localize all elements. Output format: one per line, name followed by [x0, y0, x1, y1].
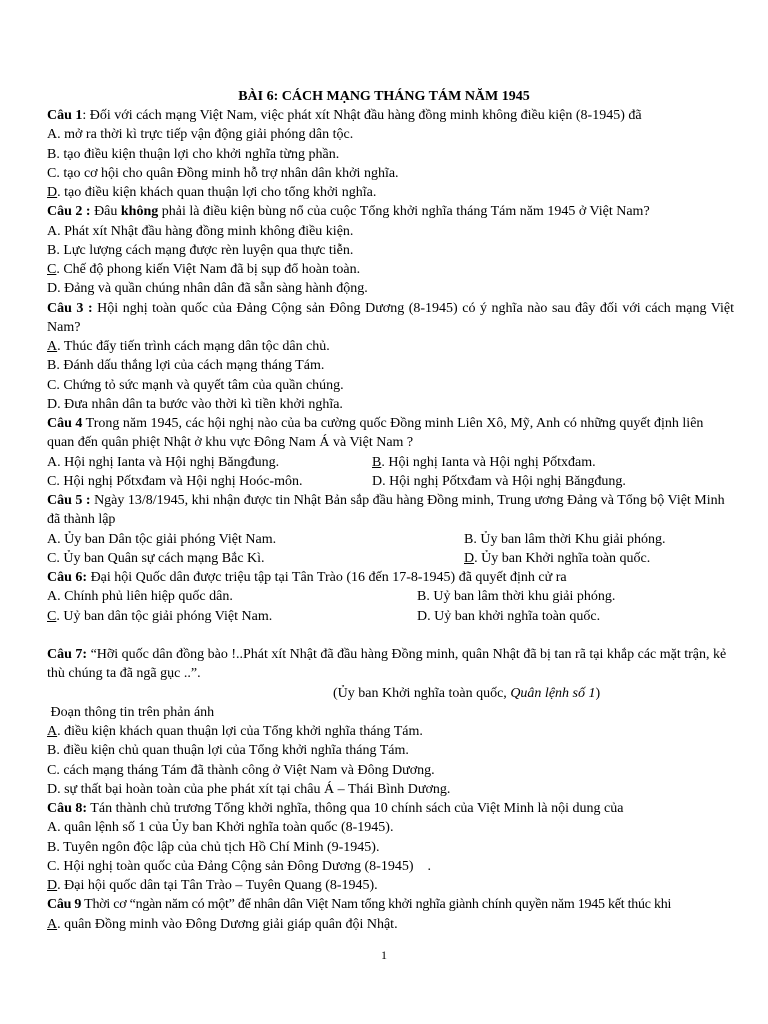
question-7-label: Câu 7:	[47, 647, 88, 662]
question-6	[47, 568, 734, 587]
q7-stem: Đoạn thông tin trên phản ánh	[47, 705, 215, 720]
q5-options-row-2	[47, 549, 734, 568]
question-2	[47, 202, 734, 221]
q4-option-a: A. Hội nghị Ianta và Hội nghị Băngđung.	[47, 455, 280, 470]
q4-options-row-1	[47, 453, 734, 472]
q1-option-d	[47, 183, 734, 202]
question-8-label: Câu 8:	[47, 801, 88, 816]
q6-answer-letter: C	[47, 609, 57, 624]
question-6-text: Đại hội Quốc dân được triệu tập tại Tân Trào (16 đến 17-8-1945) đã quyết định cử ra	[87, 570, 567, 585]
q9-answer-letter: A	[47, 917, 58, 932]
q2-option-d: D. Đảng và quần chúng nhân dân đã sẵn sàng hành động.	[47, 281, 368, 296]
question-6-label: Câu 6:	[47, 570, 88, 585]
question-5	[47, 491, 734, 529]
question-2-label: Câu 2 :	[47, 204, 91, 219]
q7-option-c: C. cách mạng tháng Tám đã thành công ở Việt Nam và Đông Dương.	[47, 763, 435, 778]
q1-answer-letter: D	[47, 185, 58, 200]
q8-option-d	[47, 876, 734, 895]
q3-option-b: B. Đánh dấu thắng lợi của cách mạng tháng Tám.	[47, 358, 325, 373]
question-2-text: phải là điều kiện bùng nổ của cuộc Tổng khởi nghĩa tháng Tám năm 1945 ở Việt Nam?	[158, 204, 650, 219]
q2-option-c	[47, 260, 734, 279]
question-7	[47, 645, 734, 683]
question-9	[47, 895, 734, 914]
question-3	[47, 299, 734, 337]
question-2-emphasis: không	[120, 204, 159, 219]
q3-option-a	[47, 337, 734, 356]
q2-option-b: B. Lực lượng cách mạng được rèn luyện qua thực tiễn.	[47, 243, 354, 258]
q4-option-b	[372, 453, 596, 472]
q7-source	[333, 684, 734, 703]
question-4-text: Trong năm 1945, các hội nghị nào của ba cường quốc Đồng minh Liên Xô, Mỹ, Anh có những quyết định liên quan đến quân phiệt Nhật ở khu vực Đông Nam Á và Việt Nam ?	[47, 416, 704, 450]
q7-source-pre: (Ủy ban Khởi nghĩa toàn quốc,	[333, 686, 511, 701]
question-1-text: : Đối với cách mạng Việt Nam, việc phát xít Nhật đầu hàng đồng minh không điều kiện (8-1945) đã	[82, 108, 642, 123]
question-4	[47, 414, 734, 452]
q1-option-a: A. mở ra thời kì trực tiếp vận động giải phóng dân tộc.	[47, 127, 354, 142]
q6-options-row-1	[47, 587, 734, 606]
q8-option-d-text: . Đại hội quốc dân tại Tân Trào – Tuyên Quang (8-1945).	[57, 878, 378, 893]
question-4-label: Câu 4	[47, 416, 83, 431]
q6-option-b: B. Uỷ ban lâm thời khu giải phóng.	[417, 589, 616, 604]
page-number: 1	[381, 948, 387, 962]
q3-option-a-text: . Thúc đẩy tiến trình cách mạng dân tộc dân chủ.	[57, 339, 330, 354]
q5-option-d	[464, 549, 650, 568]
q7-option-a-text: . điều kiện khách quan thuận lợi của Tổng khởi nghĩa tháng Tám.	[57, 724, 423, 739]
q8-option-a: A. quân lệnh số 1 của Ủy ban Khởi nghĩa toàn quốc (8-1945).	[47, 820, 394, 835]
q7-option-a	[47, 722, 734, 741]
q4-option-b-text: . Hội nghị Ianta và Hội nghị Pốtxđam.	[381, 455, 596, 470]
q7-option-b: B. điều kiện chủ quan thuận lợi của Tổng khởi nghĩa tháng Tám.	[47, 743, 409, 758]
q9-option-a	[47, 915, 734, 934]
q7-answer-letter: A	[47, 724, 58, 739]
question-5-text: Ngày 13/8/1945, khi nhận được tin Nhật Bản sắp đầu hàng Đồng minh, Trung ương Đảng và Tổng bộ Việt Minh đã thành lập	[47, 493, 725, 527]
q3-option-d: D. Đưa nhân dân ta bước vào thời kì tiền khởi nghĩa.	[47, 397, 343, 412]
q5-option-b: B. Ủy ban lâm thời Khu giải phóng.	[464, 532, 666, 547]
q4-answer-letter: B	[372, 455, 382, 470]
q5-answer-letter: D	[464, 551, 475, 566]
q6-options-row-2	[47, 607, 734, 626]
q2-option-a: A. Phát xít Nhật đầu hàng đồng minh không điều kiện.	[47, 224, 354, 239]
question-8	[47, 799, 734, 818]
question-5-label: Câu 5 :	[47, 493, 91, 508]
question-8-text: Tán thành chủ trương Tổng khởi nghĩa, thông qua 10 chính sách của Việt Minh là nội dung của	[87, 801, 624, 816]
q1-option-c: C. tạo cơ hội cho quân Đồng minh hỗ trợ nhân dân khởi nghĩa.	[47, 166, 399, 181]
q7-source-post: )	[595, 686, 601, 701]
q6-option-a: A. Chính phủ liên hiệp quốc dân.	[47, 589, 233, 604]
q6-option-c-text: . Uỷ ban dân tộc giải phóng Việt Nam.	[56, 609, 273, 624]
q2-option-c-text: . Chế độ phong kiến Việt Nam đã bị sụp đổ hoàn toàn.	[56, 262, 361, 277]
q4-options-row-2	[47, 472, 734, 491]
q7-source-italic: Quân lệnh số 1	[510, 686, 596, 701]
question-7-text: “Hỡi quốc dân đồng bào !..Phát xít Nhật đã đầu hàng Đồng minh, quân Nhật đã bị tan rã tại khắp các mặt trận, kẻ thù chúng ta đã ngã gục ..”.	[47, 647, 727, 681]
q5-options-row-1	[47, 530, 734, 549]
q8-answer-letter: D	[47, 878, 58, 893]
lesson-title: BÀI 6: CÁCH MẠNG THÁNG TÁM NĂM 1945	[238, 89, 530, 104]
q7-option-d: D. sự thất bại hoàn toàn của phe phát xít tại châu Á – Thái Bình Dương.	[47, 782, 451, 797]
q5-option-d-text: . Ủy ban Khởi nghĩa toàn quốc.	[474, 551, 651, 566]
q6-option-c	[47, 609, 272, 624]
q8-option-c: C. Hội nghị toàn quốc của Đảng Cộng sản Đông Dương (8-1945) .	[47, 859, 431, 874]
q4-option-d: D. Hội nghị Pốtxđam và Hội nghị Băngđung.	[372, 474, 626, 489]
question-3-label: Câu 3 :	[47, 301, 93, 316]
q3-answer-letter: A	[47, 339, 58, 354]
q1-option-d-text: . tạo điều kiện khách quan thuận lợi cho tổng khởi nghĩa.	[57, 185, 377, 200]
q1-option-b: B. tạo điều kiện thuận lợi cho khởi nghĩa từng phần.	[47, 147, 340, 162]
question-9-label: Câu 9	[47, 897, 82, 912]
q8-option-b: B. Tuyên ngôn độc lập của chủ tịch Hồ Chí Minh (9-1945).	[47, 840, 380, 855]
question-1	[47, 106, 734, 125]
q5-option-a: A. Ủy ban Dân tộc giải phóng Việt Nam.	[47, 532, 277, 547]
q9-option-a-text: . quân Đồng minh vào Đông Dương giải giáp quân đội Nhật.	[57, 917, 398, 932]
q6-option-d: D. Uỷ ban khởi nghĩa toàn quốc.	[417, 609, 601, 624]
question-2-pre: Đâu	[90, 204, 121, 219]
question-1-label: Câu 1	[47, 108, 83, 123]
q2-answer-letter: C	[47, 262, 57, 277]
q5-option-c: C. Ủy ban Quân sự cách mạng Bắc Kì.	[47, 551, 265, 566]
question-9-text: Thời cơ “ngàn năm có một” để nhân dân Việt Nam tổng khởi nghĩa giành chính quyền năm 1945 kết thúc khi	[81, 897, 672, 912]
q4-option-c: C. Hội nghị Pốtxđam và Hội nghị Hoóc-môn.	[47, 474, 303, 489]
q3-option-c: C. Chứng tỏ sức mạnh và quyết tâm của quần chúng.	[47, 378, 344, 393]
question-3-text: Hội nghị toàn quốc của Đảng Cộng sản Đông Dương (8-1945) có ý nghĩa nào sau đây đối với cách mạng Việt Nam?	[47, 301, 734, 335]
